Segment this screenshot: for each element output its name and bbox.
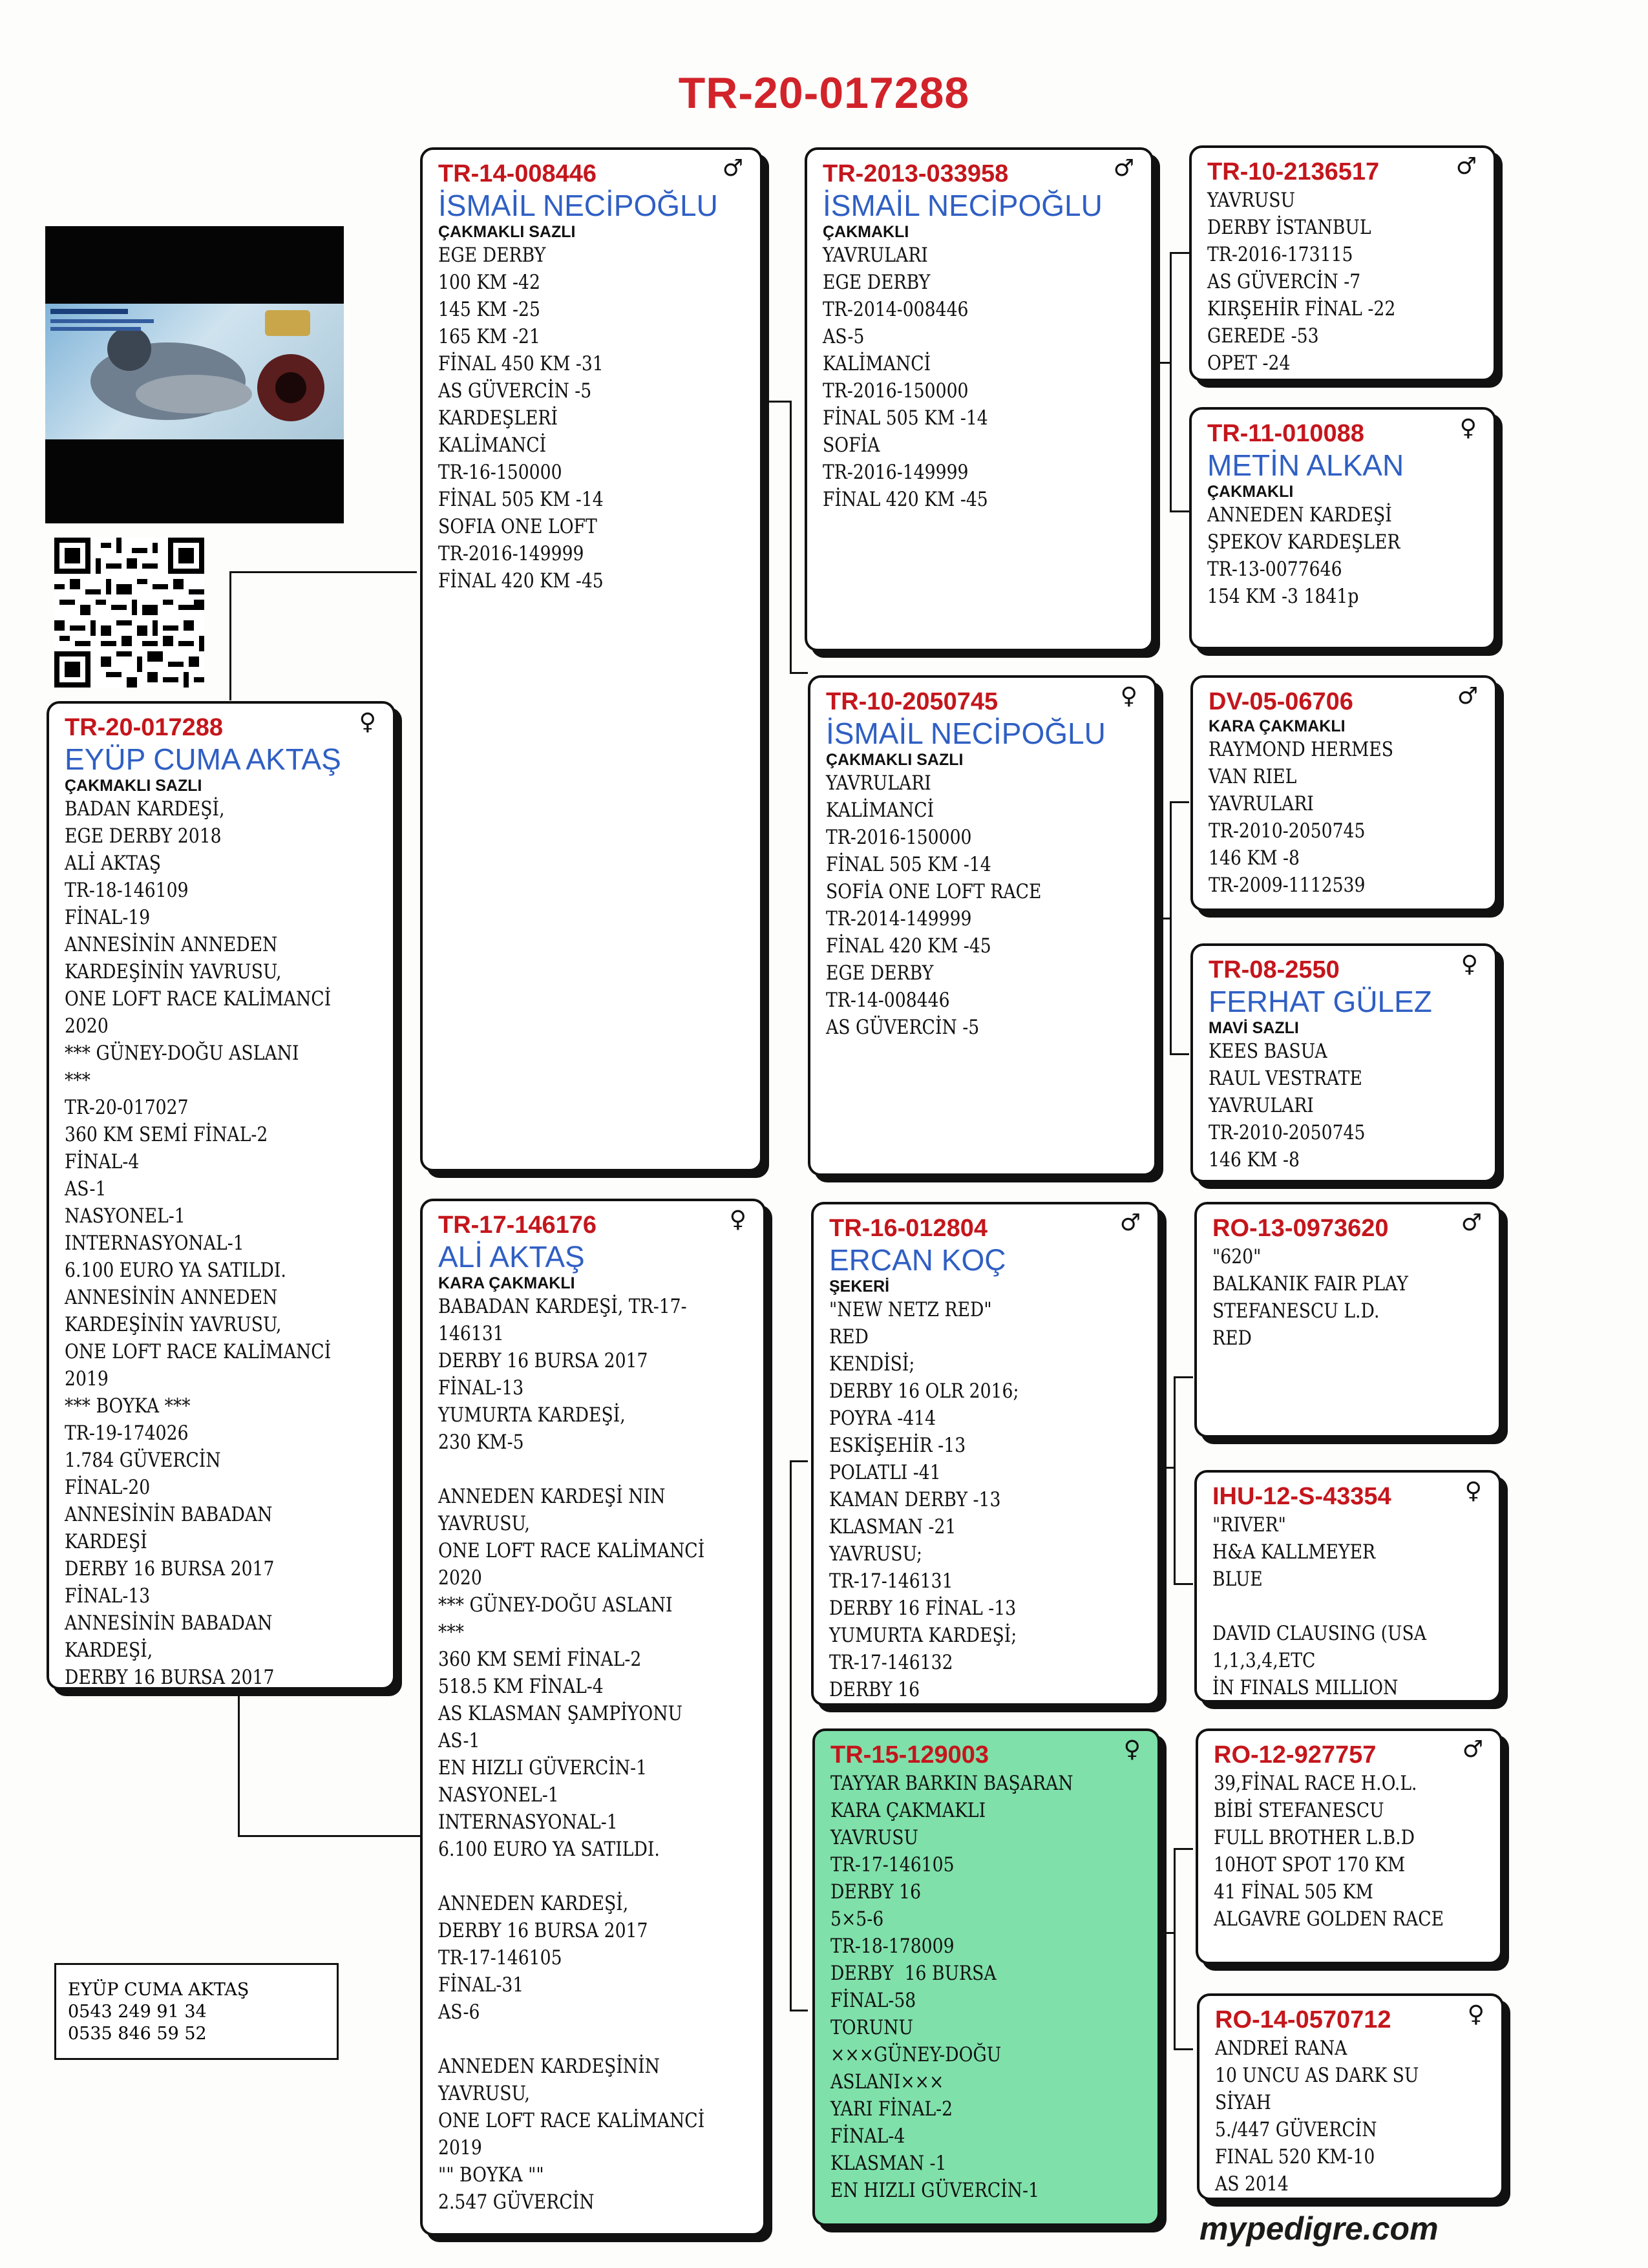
note-line: TR-14-008446: [826, 989, 950, 1012]
connector-line: [1174, 1583, 1193, 1585]
note-line: ANNEDEN KARDEŞİ NIN: [438, 1485, 666, 1508]
note-line: EGE DERBY: [438, 244, 546, 267]
note-line: [1212, 1593, 1449, 1620]
note-line: GEREDE -53: [1207, 324, 1319, 348]
note-line: FİNAL-19: [65, 906, 151, 929]
connector-line: [229, 571, 231, 700]
owner-name: İSMAİL NECİPOĞLU: [826, 717, 1106, 750]
connector-line: [1174, 1848, 1193, 1850]
note-line: AS-6: [438, 2000, 480, 2024]
note-line: TR-2009-1112539: [1209, 874, 1366, 897]
note-line: 145 KM -25: [438, 298, 540, 321]
pedigree-card-grandsire-2[interactable]: [811, 1202, 1160, 1706]
note-line: TR-19-174026: [65, 1422, 189, 1445]
sex-icon: ♀: [1459, 415, 1477, 441]
connector-line: [1161, 1932, 1175, 1934]
note-line: 10HOT SPOT 170 KM: [1214, 1853, 1406, 1876]
note-line: POYRA -414: [829, 1407, 936, 1430]
pedigree-card-granddam-1[interactable]: [808, 675, 1157, 1176]
connector-line: [1170, 510, 1189, 512]
note-line: DERBY 16 BURSA 2017: [438, 1919, 648, 1942]
note-line: FULL BROTHER L.B.D: [1214, 1826, 1415, 1849]
owner-name: ERCAN KOÇ: [829, 1243, 1006, 1277]
owner-name: İSMAİL NECİPOĞLU: [823, 189, 1103, 222]
note-line: SOFİA: [823, 434, 880, 457]
note-line: FİNAL-13: [438, 1376, 524, 1400]
card-notes: [1212, 1243, 1449, 1352]
note-line: DAVID CLAUSING (USA: [1212, 1622, 1427, 1645]
note-line: TR-2016-149999: [823, 461, 969, 484]
note-line: YAVRULARI: [826, 772, 931, 795]
note-line: [438, 1863, 708, 1890]
note-line: NASYONEL-1: [438, 1783, 559, 1807]
pigeon-photo-image: [45, 304, 344, 439]
color-label: ÇAKMAKLI SAZLI: [65, 777, 202, 795]
owner-name: FERHAT GÜLEZ: [1209, 985, 1432, 1018]
note-line: ONE LOFT RACE KALİMANCİ: [65, 987, 332, 1011]
note-line: BADAN KARDEŞİ,: [65, 797, 225, 821]
connector-line: [1174, 2048, 1193, 2050]
note-line: TR-17-146131: [829, 1570, 953, 1593]
note-line: "620": [1212, 1245, 1262, 1268]
note-line: YUMURTA KARDEŞİ;: [829, 1624, 1017, 1647]
note-line: VAN RIEL: [1209, 765, 1297, 788]
sex-icon: ♂: [1461, 1210, 1482, 1236]
note-line: 165 KM -21: [438, 325, 540, 348]
note-line: BİBİ STEFANESCU: [1214, 1799, 1384, 1822]
color-label: KARA ÇAKMAKLI: [438, 1274, 575, 1292]
note-line: TR-17-146132: [829, 1651, 953, 1674]
note-line: ESKİŞEHİR -13: [829, 1434, 966, 1457]
contact-phone-1[interactable]: 0543 249 91 34: [68, 2002, 207, 2022]
ring-number: IHU-12-S-43354: [1212, 1483, 1391, 1510]
sex-icon: ♂: [1119, 1210, 1141, 1236]
note-line: ONE LOFT RACE KALİMANCİ: [438, 1539, 705, 1562]
note-line: KALİMANCİ: [826, 799, 935, 822]
sex-icon: ♀: [1461, 951, 1478, 978]
note-line: BABADAN KARDEŞİ, TR-17-: [438, 1295, 687, 1318]
sex-icon: ♂: [1113, 155, 1134, 182]
note-line: STEFANESCU L.D.: [1212, 1299, 1380, 1323]
note-line: DERBY 16 BURSA 2017: [65, 1666, 275, 1689]
note-line: DERBY 16 FİNAL -13: [829, 1597, 1017, 1620]
connector-line: [1170, 252, 1172, 510]
note-line: KARA ÇAKMAKLI: [830, 1799, 986, 1822]
sex-icon: ♀: [359, 709, 376, 735]
note-line: DERBY 16: [829, 1678, 920, 1701]
note-line: ANDREİ RANA: [1215, 2037, 1347, 2060]
note-line: ***: [438, 1621, 464, 1644]
pigeon-icon: [45, 304, 344, 439]
note-line: TR-2016-149999: [438, 542, 584, 565]
connector-line: [238, 1835, 420, 1837]
sex-icon: ♀: [729, 1206, 746, 1233]
connector-line: [1170, 1053, 1189, 1055]
note-line: ANNESİNİN ANNEDEN: [65, 933, 278, 956]
note-line: YAVRUSU: [1207, 189, 1295, 212]
note-line: 2020: [438, 1566, 482, 1590]
note-line: FİNAL 505 KM -14: [438, 488, 604, 511]
note-line: TR-2010-2050745: [1209, 819, 1366, 843]
sex-icon: ♂: [1457, 683, 1478, 709]
sex-icon: ♀: [1123, 1736, 1141, 1763]
note-line: EGE DERBY: [826, 961, 934, 985]
note-line: 2019: [65, 1367, 109, 1391]
connector-line: [1170, 801, 1189, 803]
connector-line: [764, 401, 790, 403]
note-line: TR-16-150000: [438, 461, 562, 484]
note-line: AS-1: [65, 1177, 107, 1201]
note-line: DERBY İSTANBUL: [1207, 216, 1371, 239]
pedigree-card-dam[interactable]: [420, 1199, 766, 2236]
note-line: ANNESİNİN BABADAN: [65, 1612, 273, 1635]
note-line: *** GÜNEY-DOĞU ASLANI: [438, 1593, 673, 1617]
ring-number: TR-11-010088: [1207, 420, 1364, 447]
note-line: [438, 2026, 708, 2053]
note-line: "RIVER": [1212, 1513, 1286, 1537]
note-line: 6.100 EURO YA SATILDI.: [65, 1259, 286, 1282]
color-label: ÇAKMAKLI SAZLI: [438, 223, 576, 241]
ring-number: DV-05-06706: [1209, 688, 1353, 715]
note-line: TR-2016-173115: [1207, 243, 1353, 266]
note-line: NASYONEL-1: [65, 1204, 185, 1228]
pedigree-card-ggd-1[interactable]: [1189, 407, 1496, 649]
note-line: TR-17-146105: [438, 1946, 562, 1969]
connector-line: [229, 571, 417, 573]
note-line: KARDEŞİNİN YAVRUSU,: [65, 960, 282, 983]
pedigree-card-subject[interactable]: [47, 701, 396, 1690]
connector-line: [790, 401, 792, 672]
note-line: KARDEŞİ,: [65, 1639, 153, 1662]
note-line: "NEW NETZ RED": [829, 1298, 992, 1321]
note-line: TR-2014-008446: [823, 298, 969, 321]
note-line: ONE LOFT RACE KALİMANCİ: [438, 2109, 705, 2132]
note-line: TR-2016-150000: [823, 379, 969, 403]
note-line: TR-17-146105: [830, 1853, 955, 1876]
note-line: ALGAVRE GOLDEN RACE: [1214, 1907, 1444, 1931]
ring-number: TR-15-129003: [830, 1741, 989, 1769]
owner-name: İSMAİL NECİPOĞLU: [438, 189, 718, 222]
note-line: SOFİA ONE LOFT RACE: [826, 880, 1042, 903]
ring-number: RO-13-0973620: [1212, 1215, 1389, 1242]
note-line: DERBY 16 BURSA 2017: [438, 1349, 648, 1372]
note-line: TR-2014-149999: [826, 907, 972, 930]
ring-number: TR-17-146176: [438, 1212, 597, 1239]
card-notes: [826, 770, 1098, 1041]
note-line: ANNESİNİN BABADAN: [65, 1503, 273, 1526]
note-line: RED: [1212, 1327, 1252, 1350]
note-line: ALİ AKTAŞ: [65, 852, 161, 875]
note-line: AS GÜVERCİN -5: [826, 1016, 980, 1039]
card-notes: [823, 242, 1095, 513]
connector-line: [1161, 1467, 1175, 1469]
ring-number: TR-10-2136517: [1207, 158, 1380, 185]
note-line: KALİMANCİ: [823, 352, 931, 375]
sex-icon: ♂: [1462, 1736, 1483, 1763]
note-line: *** GÜNEY-DOĞU ASLANI: [65, 1042, 299, 1065]
note-line: AS 2014: [1215, 2172, 1289, 2196]
note-line: İN FINALS MILLION: [1212, 1676, 1399, 1699]
note-line: 2019: [438, 2136, 482, 2159]
note-line: YAVRULARI: [1209, 1094, 1314, 1117]
note-line: 1.784 GÜVERCİN: [65, 1449, 221, 1472]
color-label: ÇAKMAKLI: [1207, 483, 1294, 501]
connector-line: [1157, 918, 1171, 919]
connector-line: [1157, 362, 1171, 364]
note-line: YARI FİNAL-2: [830, 2097, 953, 2121]
color-label: ÇAKMAKLI SAZLI: [826, 751, 964, 769]
note-line: 360 KM SEMİ FİNAL-2: [438, 1648, 642, 1671]
contact-name: EYÜP CUMA AKTAŞ: [68, 1980, 249, 2000]
owner-name: METİN ALKAN: [1207, 448, 1404, 482]
card-notes: [1209, 1038, 1445, 1173]
card-notes: [438, 242, 705, 594]
ring-number: TR-20-017288: [65, 714, 224, 741]
note-line: TR-18-178009: [830, 1935, 955, 1958]
note-line: 518.5 KM FİNAL-4: [438, 1675, 604, 1698]
pigeon-photo: [45, 226, 344, 523]
note-line: FİNAL 420 KM -45: [826, 934, 991, 958]
note-line: FINAL 520 KM-10: [1215, 2145, 1375, 2168]
connector-line: [1170, 252, 1189, 254]
owner-name: ALİ AKTAŞ: [438, 1240, 585, 1274]
ring-number: TR-2013-033958: [823, 160, 1009, 187]
note-line: POLATLI -41: [829, 1461, 941, 1484]
footer-website[interactable]: mypedigre.com: [1199, 2210, 1439, 2247]
card-notes: [1215, 2035, 1452, 2198]
note-line: ANNEDEN KARDEŞİ,: [438, 1892, 629, 1915]
note-line: AS-5: [823, 325, 865, 348]
note-line: AS-1: [438, 1729, 480, 1752]
note-line: ASLANI×××: [830, 2070, 944, 2094]
sex-icon: ♂: [722, 155, 743, 182]
note-line: KLASMAN -1: [830, 2152, 947, 2175]
note-line: *** BOYKA ***: [65, 1394, 191, 1418]
note-line: INTERNASYONAL-1: [438, 1811, 618, 1834]
card-notes: [1214, 1770, 1450, 1933]
note-line: 146131: [438, 1322, 504, 1345]
connector-line: [1174, 1376, 1193, 1378]
card-notes: [1207, 501, 1444, 610]
note-line: EN HIZLI GÜVERCİN-1: [438, 1756, 648, 1780]
card-notes: [438, 1293, 708, 2216]
note-line: AS KLASMAN ŞAMPİYONU: [438, 1702, 683, 1725]
note-line: 1,1,3,4,ETC: [1212, 1649, 1316, 1672]
note-line: FİNAL 420 KM -45: [438, 569, 604, 593]
note-line: FİNAL-4: [830, 2125, 905, 2148]
note-line: TR-18-146109: [65, 879, 189, 902]
note-line: ×××GÜNEY-DOĞU: [830, 2043, 1002, 2066]
note-line: RAYMOND HERMES: [1209, 738, 1393, 761]
note-line: [438, 1456, 708, 1483]
note-line: 41 FİNAL 505 KM: [1214, 1880, 1373, 1904]
note-line: ANNESİNİN ANNEDEN: [65, 1286, 278, 1309]
note-line: 360 KM SEMİ FİNAL-2: [65, 1123, 268, 1146]
contact-phone-2[interactable]: 0535 846 59 52: [68, 2024, 207, 2044]
note-line: YAVRUSU,: [438, 1512, 531, 1535]
note-line: FİNAL-4: [65, 1150, 140, 1173]
note-line: YAVRULARI: [1209, 792, 1314, 815]
note-line: FİNAL-31: [438, 1973, 524, 1997]
note-line: EGE DERBY 2018: [65, 824, 222, 848]
sex-icon: ♀: [1464, 1478, 1482, 1504]
note-line: H&A KALLMEYER: [1212, 1540, 1376, 1564]
note-line: EGE DERBY: [823, 271, 931, 294]
connector-line: [238, 1693, 240, 1835]
note-line: DERBY 16 OLR 2016;: [829, 1380, 1019, 1403]
note-line: KIRŞEHİR FİNAL -22: [1207, 297, 1396, 320]
card-notes: [829, 1296, 1101, 1703]
connector-line: [790, 2010, 808, 2011]
note-line: SİYAH: [1215, 2091, 1271, 2114]
card-notes: [830, 1770, 1102, 2204]
owner-name: EYÜP CUMA AKTAŞ: [65, 742, 341, 776]
color-label: ŞEKERİ: [829, 1277, 890, 1296]
note-line: 2020: [65, 1014, 109, 1038]
note-line: ANNEDEN KARDEŞİ: [1207, 503, 1392, 527]
ring-number: RO-12-927757: [1214, 1741, 1377, 1769]
ring-number: TR-08-2550: [1209, 956, 1340, 983]
note-line: INTERNASYONAL-1: [65, 1232, 244, 1255]
note-line: KARDEŞLERİ: [438, 406, 558, 430]
note-line: RED: [829, 1325, 869, 1349]
note-line: TR-2016-150000: [826, 826, 972, 849]
note-line: YAVRUSU;: [829, 1542, 923, 1566]
sex-icon: ♀: [1120, 683, 1137, 709]
connector-line: [790, 672, 808, 674]
note-line: KARDEŞİ: [65, 1530, 147, 1553]
contact-box: [54, 1963, 339, 2060]
color-label: ÇAKMAKLI: [823, 223, 909, 241]
ring-number: TR-16-012804: [829, 1215, 988, 1242]
note-line: ONE LOFT RACE KALİMANCİ: [65, 1340, 332, 1363]
color-label: MAVİ SAZLI: [1209, 1019, 1299, 1037]
pedigree-card-granddam-2[interactable]: [812, 1728, 1160, 2226]
note-line: FİNAL-13: [65, 1584, 151, 1608]
note-line: DERBY 16 BURSA: [830, 1962, 997, 1985]
pedigree-card-ggd-4[interactable]: [1197, 1993, 1504, 2200]
note-line: FİNAL 505 KM -14: [826, 853, 991, 876]
sex-icon: ♀: [1467, 2001, 1484, 2028]
note-line: TAYYAR BARKIN BAŞARAN: [830, 1772, 1073, 1795]
note-line: TORUNU: [830, 2016, 913, 2039]
note-line: FİNAL-20: [65, 1476, 151, 1499]
note-line: 5×5-6: [830, 1907, 884, 1931]
note-line: FİNAL 420 KM -45: [823, 488, 988, 511]
connector-line: [1174, 1848, 1176, 2048]
note-line: AS GÜVERCİN -5: [438, 379, 592, 403]
connector-line: [1174, 1376, 1176, 1583]
note-line: FİNAL 505 KM -14: [823, 406, 988, 430]
note-line: EN HIZLI GÜVERCİN-1: [830, 2179, 1040, 2202]
note-line: 5./447 GÜVERCİN: [1215, 2118, 1377, 2141]
note-line: KARDEŞİNİN YAVRUSU,: [65, 1313, 282, 1336]
note-line: 146 KM -8: [1209, 846, 1300, 870]
note-line: 146 KM -8: [1209, 1148, 1300, 1171]
note-line: BLUE: [1212, 1568, 1263, 1591]
note-line: KAMAN DERBY -13: [829, 1488, 1001, 1511]
note-line: FİNAL 450 KM -31: [438, 352, 604, 375]
pedigree-title: TR-20-017288: [678, 68, 970, 118]
note-line: ŞPEKOV KARDEŞLER: [1207, 530, 1400, 554]
note-line: RAUL VESTRATE: [1209, 1067, 1362, 1090]
note-line: ANNEDEN KARDEŞİNİN: [438, 2055, 660, 2078]
pedigree-card-sire[interactable]: [420, 147, 763, 1171]
color-label: KARA ÇAKMAKLI: [1209, 717, 1346, 735]
note-line: TR-2010-2050745: [1209, 1121, 1366, 1144]
note-line: 10 UNCU AS DARK SU: [1215, 2064, 1419, 2087]
sex-icon: ♂: [1455, 153, 1477, 180]
ring-number: RO-14-0570712: [1215, 2006, 1391, 2033]
note-line: KENDİSİ;: [829, 1352, 915, 1376]
note-line: 154 KM -3 1841p: [1207, 585, 1359, 608]
note-line: 2.547 GÜVERCİN: [438, 2190, 595, 2214]
note-line: 100 KM -42: [438, 271, 540, 294]
note-line: KALİMANCİ: [438, 434, 547, 457]
note-line: "" BOYKA "": [438, 2163, 544, 2187]
card-notes: [1207, 187, 1444, 377]
pedigree-card-ggs-4[interactable]: [1196, 1728, 1503, 1964]
note-line: FİNAL-58: [830, 1989, 916, 2012]
note-line: TR-20-017027: [65, 1096, 189, 1119]
ring-number: TR-14-008446: [438, 160, 597, 187]
note-line: KEES BASUA: [1209, 1040, 1327, 1063]
note-line: SOFIA ONE LOFT: [438, 515, 597, 538]
card-notes: [65, 795, 337, 1690]
connector-line: [790, 1460, 792, 2010]
qr-code-icon[interactable]: [54, 538, 204, 688]
note-line: BALKANIK FAIR PLAY: [1212, 1272, 1408, 1296]
card-notes: [1209, 736, 1445, 899]
note-line: YAVRULARI: [823, 244, 928, 267]
ring-number: TR-10-2050745: [826, 688, 998, 715]
note-line: YUMURTA KARDEŞİ,: [438, 1403, 626, 1427]
note-line: YAVRUSU: [830, 1826, 918, 1849]
pedigree-card-grandsire-1[interactable]: [805, 147, 1154, 651]
note-line: TR-13-0077646: [1207, 558, 1342, 581]
note-line: DERBY 16: [830, 1880, 922, 1904]
note-line: 6.100 EURO YA SATILDI.: [438, 1838, 660, 1861]
note-line: DERBY 16 BURSA 2017: [65, 1557, 275, 1580]
note-line: AS GÜVERCİN -7: [1207, 270, 1361, 293]
note-line: 39,FİNAL RACE H.O.L.: [1214, 1772, 1417, 1795]
connector-line: [1170, 801, 1172, 1053]
connector-line: [790, 1460, 808, 1462]
pedigree-card-ggs-2[interactable]: [1190, 675, 1497, 911]
note-line: ***: [65, 1069, 90, 1092]
note-line: KLASMAN -21: [829, 1515, 956, 1538]
pedigree-card-ggs-3[interactable]: [1194, 1202, 1501, 1438]
pedigree-card-ggd-3[interactable]: [1194, 1470, 1501, 1703]
pedigree-card-ggd-2[interactable]: [1190, 943, 1497, 1182]
card-notes: [1212, 1511, 1449, 1701]
note-line: OPET -24: [1207, 352, 1291, 375]
pedigree-card-ggs-1[interactable]: [1189, 145, 1496, 381]
note-line: 230 KM-5: [438, 1431, 524, 1454]
note-line: YAVRUSU,: [438, 2082, 531, 2105]
